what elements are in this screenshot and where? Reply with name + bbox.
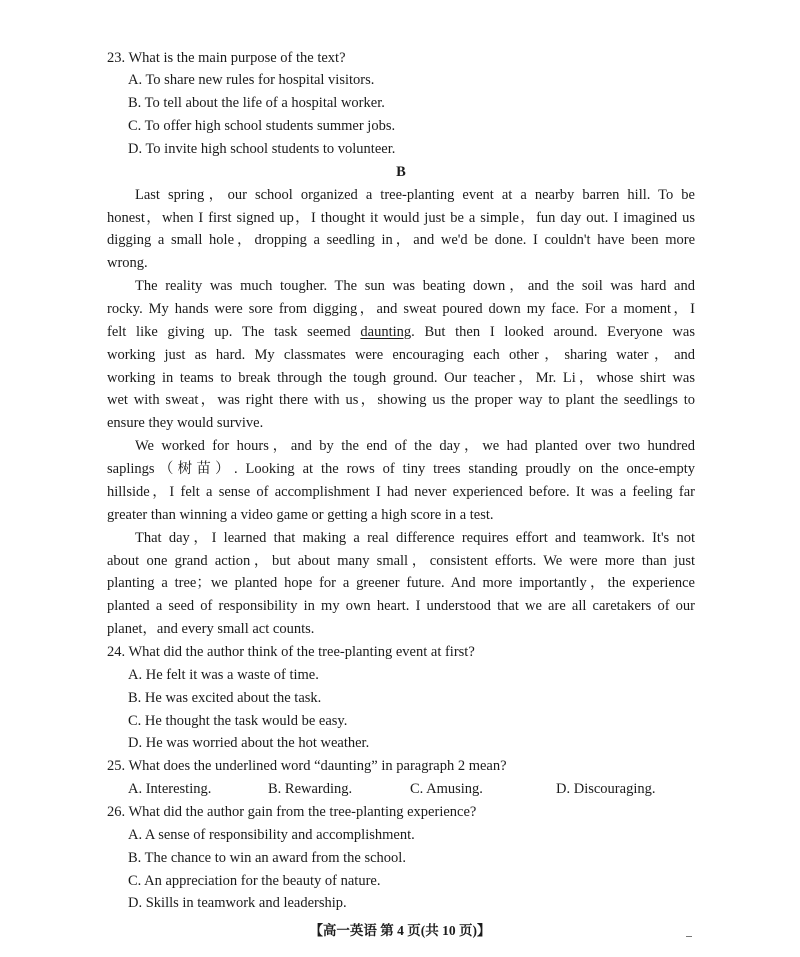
question-24-stem: 24. What did the author think of the tree-planting event at first? xyxy=(107,643,475,660)
question-26-option-b: B. The chance to win an award from the school. xyxy=(128,849,406,866)
question-24-option-d: D. He was worried about the hot weather. xyxy=(128,735,370,752)
question-26-option-d: D. Skills in teamwork and leadership. xyxy=(128,895,347,912)
question-25-option-d: D. Discouraging. xyxy=(556,781,656,798)
question-26-stem: 26. What did the author gain from the tree-planting experience? xyxy=(107,803,477,820)
paragraph-line: greater than winning a video game or getting a high score in a test. xyxy=(107,506,494,523)
paragraph-line: saplings（树苗）. Looking at the rows of tiny trees standing proudly on the once-empty xyxy=(107,461,695,478)
paragraph-line: honest，when I first signed up，I thought it would just be a simple，fun day out. I imagined us xyxy=(107,209,695,226)
paragraph-line: digging a small hole，dropping a seedling in，and we'd be done. I couldn't have been more xyxy=(107,232,695,249)
paragraph-line: The reality was much tougher. The sun was beating down，and the soil was hard and xyxy=(135,278,695,295)
question-25-options xyxy=(107,778,695,801)
question-23-option-c: C. To offer high school students summer jobs. xyxy=(128,118,396,135)
question-25-option-c: C. Amusing. xyxy=(410,781,483,798)
question-26-option-a: A. A sense of responsibility and accomplishment. xyxy=(128,826,415,843)
paragraph-line: about one grand action，but about many small，consistent efforts. We were more than just xyxy=(107,552,695,569)
question-25-stem: 25. What does the underlined word “daunting” in paragraph 2 mean? xyxy=(107,758,507,775)
page-content xyxy=(107,47,695,916)
paragraph-line: rocky. My hands were sore from digging，and sweat poured down my face. For a moment，I xyxy=(107,301,695,318)
passage-paragraph-1 xyxy=(107,184,695,275)
question-26-option-c: C. An appreciation for the beauty of nature. xyxy=(128,872,381,889)
paragraph-line: wrong. xyxy=(107,255,148,272)
paragraph-line: That day，I learned that making a real difference requires effort and teamwork. It's not xyxy=(135,529,695,546)
paragraph-line: ensure they would survive. xyxy=(107,415,264,432)
paragraph-line: planted a seed of responsibility in my own heart. I understood that we are all caretakers of our xyxy=(107,598,695,615)
paragraph-line: planet，and every small act counts. xyxy=(107,621,315,638)
passage-paragraph-3 xyxy=(107,435,695,526)
passage-heading: B xyxy=(396,163,406,180)
question-24-option-a: A. He felt it was a waste of time. xyxy=(128,666,319,683)
question-25-option-a: A. Interesting. xyxy=(128,781,212,798)
passage-paragraph-4 xyxy=(107,527,695,641)
question-23-option-b: B. To tell about the life of a hospital worker. xyxy=(128,95,385,112)
line-text-after: . But then I looked around. Everyone was xyxy=(411,323,695,340)
paragraph-line-with-underline xyxy=(107,321,695,344)
paragraph-line: working in teams to break through the tough ground. Our teacher，Mr. Li，whose shirt was xyxy=(107,369,695,386)
question-24-option-b: B. He was excited about the task. xyxy=(128,689,322,706)
paragraph-line: hillside，I felt a sense of accomplishment I had never experienced before. It was a feeling far xyxy=(107,483,695,500)
underlined-word-daunting: daunting xyxy=(360,323,412,340)
page-footer: 【高一英语 第 4 页(共 10 页)】 xyxy=(309,923,491,938)
paragraph-line: wet with sweat，was right there with us，showing us the proper way to plant the seedlings to xyxy=(107,392,695,409)
paragraph-line: Last spring，our school organized a tree-planting event at a nearby barren hill. To be xyxy=(135,186,695,203)
question-23-stem: 23. What is the main purpose of the text? xyxy=(107,49,346,66)
paragraph-line: planting a tree；we planted hope for a greener future. And more importantly，the experience xyxy=(107,575,695,592)
question-25-option-b: B. Rewarding. xyxy=(268,781,353,798)
scan-mark xyxy=(686,936,692,937)
paragraph-line: working just as hard. My classmates were encouraging each other，sharing water，and xyxy=(107,346,695,363)
line-text-before: felt like giving up. The task seemed xyxy=(107,323,361,340)
passage-paragraph-2 xyxy=(107,275,695,435)
paragraph-line: We worked for hours，and by the end of the day，we had planted over two hundred xyxy=(135,438,695,455)
question-24-option-c: C. He thought the task would be easy. xyxy=(128,712,348,729)
question-23-option-a: A. To share new rules for hospital visitors. xyxy=(128,72,375,89)
question-23-option-d: D. To invite high school students to volunteer. xyxy=(128,141,396,158)
